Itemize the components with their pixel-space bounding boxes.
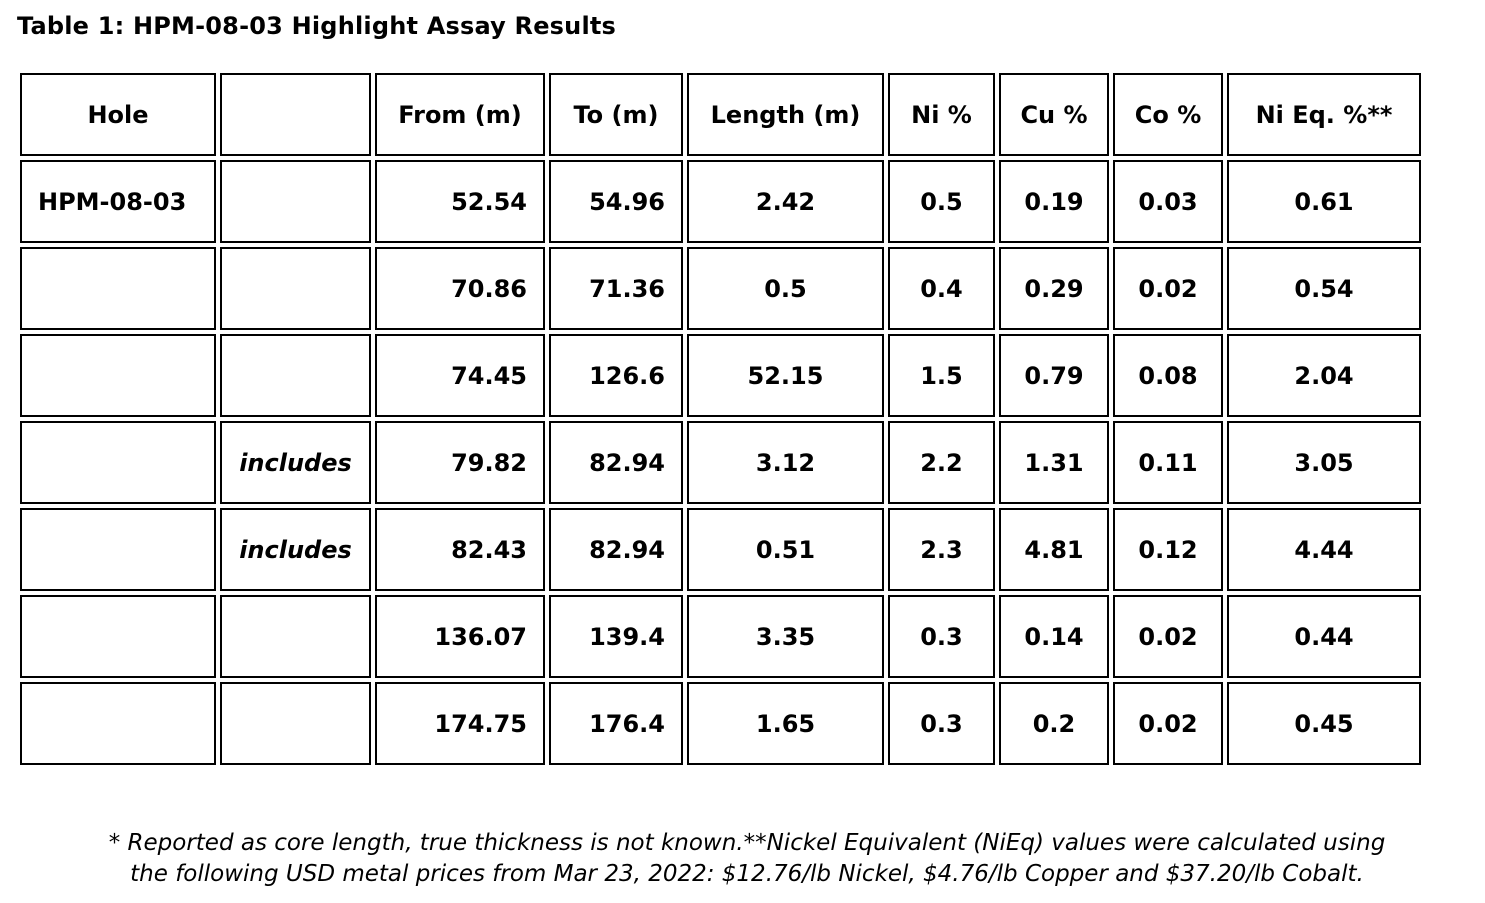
cell-length: 0.5 (687, 247, 884, 330)
cell-cu: 0.79 (999, 334, 1109, 417)
cell-ni-eq: 2.04 (1227, 334, 1421, 417)
cell-from: 74.45 (375, 334, 545, 417)
table-row (20, 247, 1421, 330)
cell-ni: 0.5 (888, 160, 995, 243)
cell-from: 174.75 (375, 682, 545, 765)
cell-to: 126.6 (549, 334, 683, 417)
cell-ni-eq: 3.05 (1227, 421, 1421, 504)
table-row (20, 334, 1421, 417)
cell-co: 0.02 (1113, 247, 1223, 330)
cell-length: 52.15 (687, 334, 884, 417)
cell-ni: 0.3 (888, 595, 995, 678)
cell-hole (20, 595, 216, 678)
cell-ni: 1.5 (888, 334, 995, 417)
cell-ni-eq: 0.44 (1227, 595, 1421, 678)
cell-from: 136.07 (375, 595, 545, 678)
cell-ni-eq: 0.61 (1227, 160, 1421, 243)
cell-cu: 0.14 (999, 595, 1109, 678)
cell-hole (20, 682, 216, 765)
table-row (20, 595, 1421, 678)
cell-note (220, 595, 371, 678)
cell-to: 176.4 (549, 682, 683, 765)
cell-to: 139.4 (549, 595, 683, 678)
cell-co: 0.03 (1113, 160, 1223, 243)
cell-co: 0.11 (1113, 421, 1223, 504)
footnote (22, 828, 1472, 890)
footnote-line-1: * Reported as core length, true thickness is not known.**Nickel Equivalent (NiEq) values were calculated using (108, 830, 1386, 856)
cell-ni-eq: 0.54 (1227, 247, 1421, 330)
cell-cu: 0.29 (999, 247, 1109, 330)
cell-length: 3.35 (687, 595, 884, 678)
cell-note (220, 334, 371, 417)
cell-length: 0.51 (687, 508, 884, 591)
cell-cu: 0.2 (999, 682, 1109, 765)
cell-ni: 0.3 (888, 682, 995, 765)
cell-co: 0.02 (1113, 682, 1223, 765)
cell-to: 82.94 (549, 421, 683, 504)
column-header-from: From (m) (375, 73, 545, 156)
cell-ni: 2.2 (888, 421, 995, 504)
cell-to: 54.96 (549, 160, 683, 243)
header-row (20, 73, 1421, 156)
cell-ni: 2.3 (888, 508, 995, 591)
table-row (20, 508, 1421, 591)
cell-length: 1.65 (687, 682, 884, 765)
cell-co: 0.02 (1113, 595, 1223, 678)
cell-co: 0.12 (1113, 508, 1223, 591)
cell-from: 82.43 (375, 508, 545, 591)
cell-to: 71.36 (549, 247, 683, 330)
assay-results-table (16, 69, 1425, 769)
column-header-ni: Ni % (888, 73, 995, 156)
cell-note (220, 682, 371, 765)
cell-length: 3.12 (687, 421, 884, 504)
cell-length: 2.42 (687, 160, 884, 243)
cell-hole (20, 334, 216, 417)
cell-note (220, 160, 371, 243)
column-header-cu: Cu % (999, 73, 1109, 156)
cell-hole (20, 421, 216, 504)
column-header-length: Length (m) (687, 73, 884, 156)
cell-co: 0.08 (1113, 334, 1223, 417)
table-title: Table 1: HPM-08-03 Highlight Assay Results (17, 12, 617, 40)
footnote-line-2: the following USD metal prices from Mar 23, 2022: $12.76/lb Nickel, $4.76/lb Copper and $37.20/lb Cobalt. (130, 861, 1364, 887)
cell-to: 82.94 (549, 508, 683, 591)
cell-from: 52.54 (375, 160, 545, 243)
column-header-hole: Hole (20, 73, 216, 156)
column-header-note (220, 73, 371, 156)
column-header-ni-eq: Ni Eq. %** (1227, 73, 1421, 156)
table-row (20, 160, 1421, 243)
cell-note: includes (220, 508, 371, 591)
cell-hole (20, 247, 216, 330)
cell-cu: 1.31 (999, 421, 1109, 504)
cell-hole: HPM-08-03 (20, 160, 216, 243)
cell-note (220, 247, 371, 330)
cell-note: includes (220, 421, 371, 504)
cell-from: 79.82 (375, 421, 545, 504)
cell-ni: 0.4 (888, 247, 995, 330)
cell-cu: 4.81 (999, 508, 1109, 591)
cell-from: 70.86 (375, 247, 545, 330)
cell-ni-eq: 0.45 (1227, 682, 1421, 765)
column-header-to: To (m) (549, 73, 683, 156)
table-row (20, 682, 1421, 765)
column-header-co: Co % (1113, 73, 1223, 156)
cell-cu: 0.19 (999, 160, 1109, 243)
table-row (20, 421, 1421, 504)
cell-ni-eq: 4.44 (1227, 508, 1421, 591)
cell-hole (20, 508, 216, 591)
